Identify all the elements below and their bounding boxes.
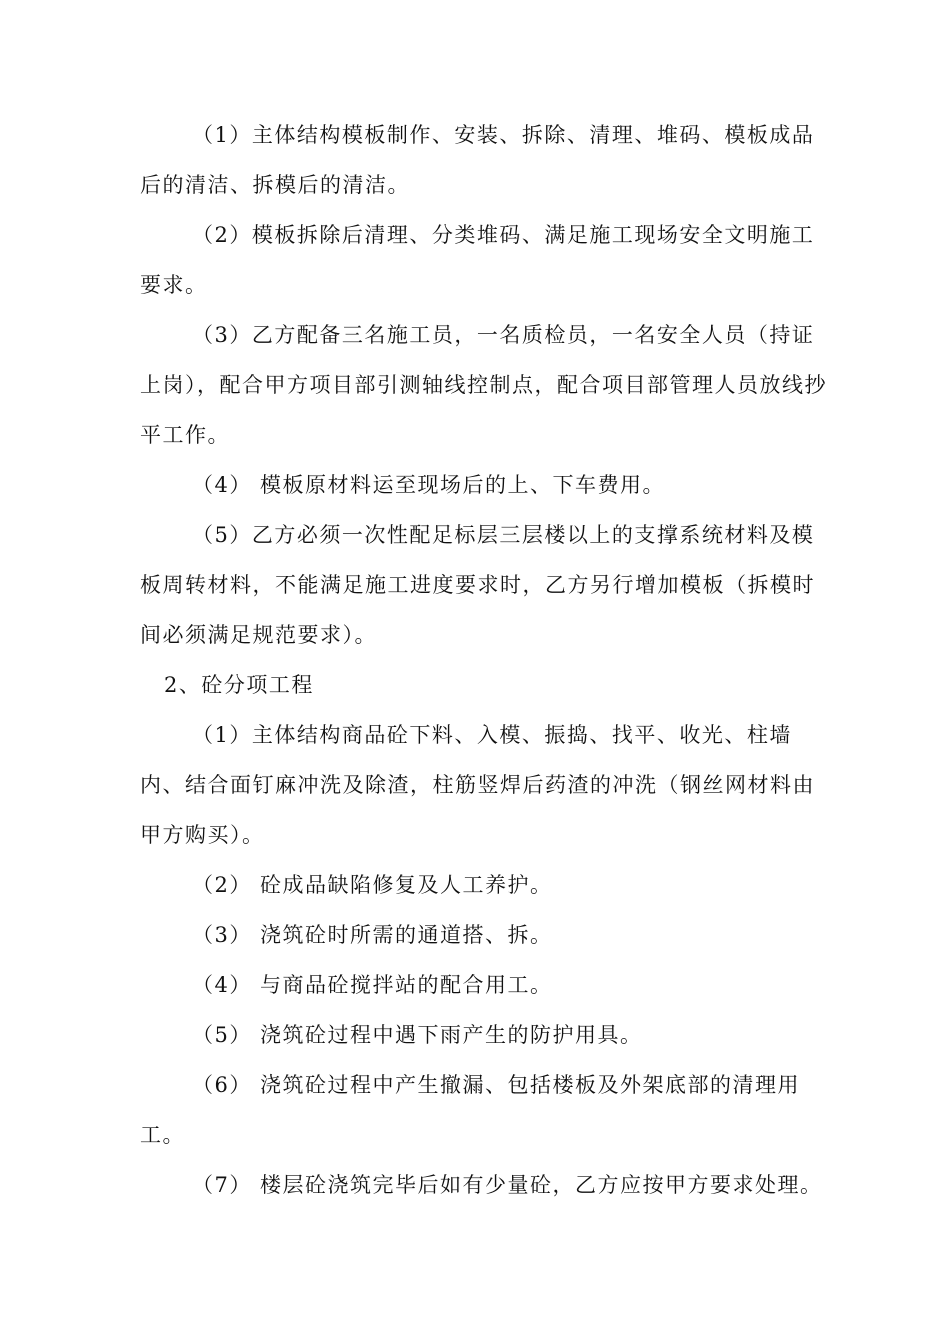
section-paragraph-2: （2） 砼成品缺陷修复及人工养护。	[192, 873, 553, 897]
section-paragraph-7: （7） 楼层砼浇筑完毕后如有少量砼，乙方应按甲方要求处理。	[192, 1173, 823, 1197]
paragraph-4: （4） 模板原材料运至现场后的上、下车费用。	[192, 473, 666, 497]
section-paragraph-5: （5） 浇筑砼过程中遇下雨产生的防护用具。	[192, 1023, 643, 1047]
paragraph-5: （5）乙方必须一次性配足标层三层楼以上的支撑系统材料及模板周转材料，不能满足施工进度要求时，乙方另行增加模板（拆模时间必须满足规范要求）。	[140, 523, 815, 647]
document-body	[140, 110, 830, 1210]
section-heading: 2、砼分项工程	[164, 673, 314, 697]
paragraph-1: （1）主体结构模板制作、安装、拆除、清理、堆码、模板成品后的清洁、拆模后的清洁。	[140, 123, 815, 197]
paragraph-2: （2）模板拆除后清理、分类堆码、满足施工现场安全文明施工要求。	[140, 223, 815, 297]
section-paragraph-3: （3） 浇筑砼时所需的通道搭、拆。	[192, 923, 553, 947]
section-paragraph-6: （6） 浇筑砼过程中产生撤漏、包括楼板及外架底部的清理用工。	[140, 1073, 801, 1147]
paragraph-3: （3）乙方配备三名施工员，一名质检员，一名安全人员（持证上岗），配合甲方项目部引测轴线控制点，配合项目部管理人员放线抄平工作。	[140, 323, 827, 447]
section-paragraph-4: （4） 与商品砼搅拌站的配合用工。	[192, 973, 553, 997]
section-paragraph-1: （1）主体结构商品砼下料、入模、振捣、找平、收光、柱墙内、结合面钉麻冲洗及除渣，柱筋竖焊后药渣的冲洗（钢丝网材料由甲方购买）。	[140, 723, 815, 847]
